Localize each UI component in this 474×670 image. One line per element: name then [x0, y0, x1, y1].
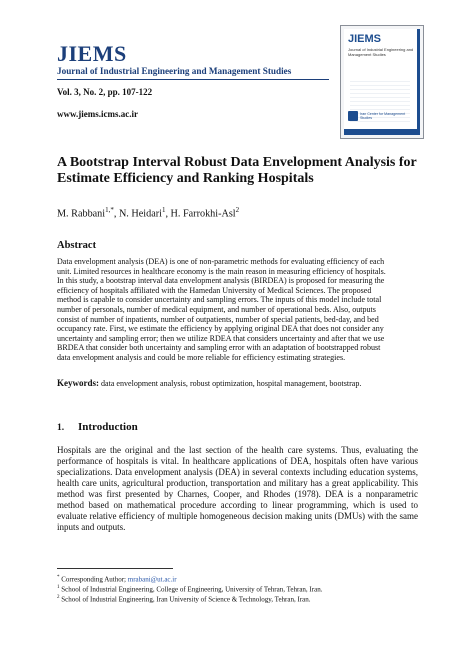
footnotes — [57, 574, 437, 604]
author-affiliation: 2 — [235, 206, 240, 214]
section-body: Hospitals are the original and the last section of the health care systems. Thus, evaluating the performance of hospitals is vital. In healthcare applications of DEA, hospitals often have various specializations. Data envelopment analysis (DEA) in several contexts including education systems, health care units, agricultural production, transportation and military has a great applicability. This method was first presented by Charnes, Cooper, and Rhodes (1978). DEA is a nonparametric method based on mathematical procedure according to linear programming, which is used to evaluate relative efficiency of multiple homogeneous decision making units (DMUs) with the same inputs and outputs. — [57, 445, 418, 533]
header-divider — [57, 79, 329, 80]
footnote-marker: 1 — [57, 584, 60, 590]
journal-cover-image — [340, 25, 424, 139]
abstract-line: BRDEA that consider both uncertainty and sampling error with an adaptation of bootstrapped robust — [57, 343, 381, 353]
author-name: H. Farrokhi-Asl — [170, 208, 236, 220]
cover-acronym: JIEMS — [348, 33, 382, 45]
section-title: Introduction — [78, 421, 138, 433]
abstract-line: consist of number of inpatients, number of outpatients, number of special patients, bed-day, and bed — [57, 314, 379, 324]
abstract-line: efficiency of hospitals affiliated with the Hamedan University of Medical Sciences. The proposed — [57, 285, 372, 295]
abstract-line: In this study, a bootstrap interval data envelopment analysis (BIRDEA) is proposed for measuring the — [57, 276, 385, 286]
footnote-label: Corresponding Author; — [59, 575, 128, 584]
email-link[interactable]: mrabani@ut.ac.ir — [127, 575, 177, 584]
keywords-label: Keywords: — [57, 378, 99, 388]
abstract-line: number of personals, number of medical equipment, and number of operational beds. Also, outputs — [57, 304, 376, 314]
footnote-text: School of Industrial Engineering, College of Engineering, University of Tehran, Tehran, Iran. — [59, 585, 323, 594]
author-affiliation: 1 — [161, 206, 166, 214]
keywords-text: data envelopment analysis, robust optimization, hospital management, bootstrap. — [99, 379, 362, 388]
abstract-line: occupancy rate. First, we estimate the efficiency by applying original DEA that does not consider any — [57, 324, 384, 334]
footnote-text: School of Industrial Engineering, Iran University of Science & Technology, Tehran, Iran. — [59, 595, 311, 604]
cover-fullname: Journal of Industrial Engineering and Management Studies — [348, 47, 414, 57]
footnote-affiliation — [57, 584, 437, 594]
footnote-marker: 2 — [57, 594, 60, 600]
abstract-body — [57, 257, 418, 363]
section-number: 1. — [57, 423, 65, 433]
author-name: N. Heidari — [118, 208, 162, 220]
abstract-heading: Abstract — [57, 240, 97, 251]
abstract-line: data envelopment analysis and could be more reliable for efficiency estimating strategies. — [57, 352, 346, 362]
publisher-logo-icon — [348, 111, 358, 121]
abstract-line: unit. Limited resources in healthcare economy is the main reason in measuring efficiency of hospitals. — [57, 266, 386, 276]
journal-fullname: Journal of Industrial Engineering and Management Studies — [57, 66, 292, 76]
author-affiliation: 1,* — [105, 206, 114, 214]
footnote-corresponding — [57, 574, 437, 584]
footnote-affiliation — [57, 594, 437, 604]
footnote-marker: * — [57, 575, 60, 580]
author-list: M. Rabbani$^{1,*}$, N. Heidari$^1$, H. Farrokhi-Asl$^2$ — [57, 206, 240, 220]
abstract-line: uncertainty and sampling error; then we utilize RDEA that considers uncertainty and after that we use — [57, 333, 385, 343]
journal-website-link[interactable]: www.jiems.icms.ac.ir — [57, 109, 138, 119]
cover-publisher: Iran Center for Management Studies — [360, 112, 406, 120]
volume-issue-pages: Vol. 3, No. 2, pp. 107-122 — [57, 87, 153, 97]
cover-page — [344, 29, 417, 129]
footnote-divider — [57, 568, 173, 569]
keywords — [57, 378, 437, 389]
abstract-line: method is capable to consider uncertainty and sampling errors. The inputs of this model include total — [57, 295, 382, 305]
author-name: M. Rabbani — [57, 208, 106, 220]
paper-title: A Bootstrap Interval Robust Data Envelopment Analysis for Estimate Efficiency and Ranking Hospitals — [57, 155, 417, 186]
section-heading — [57, 421, 138, 433]
journal-acronym: JIEMS — [57, 41, 127, 66]
abstract-line: Data envelopment analysis (DEA) is one of non-parametric methods for evaluating efficiency of each — [57, 257, 385, 266]
